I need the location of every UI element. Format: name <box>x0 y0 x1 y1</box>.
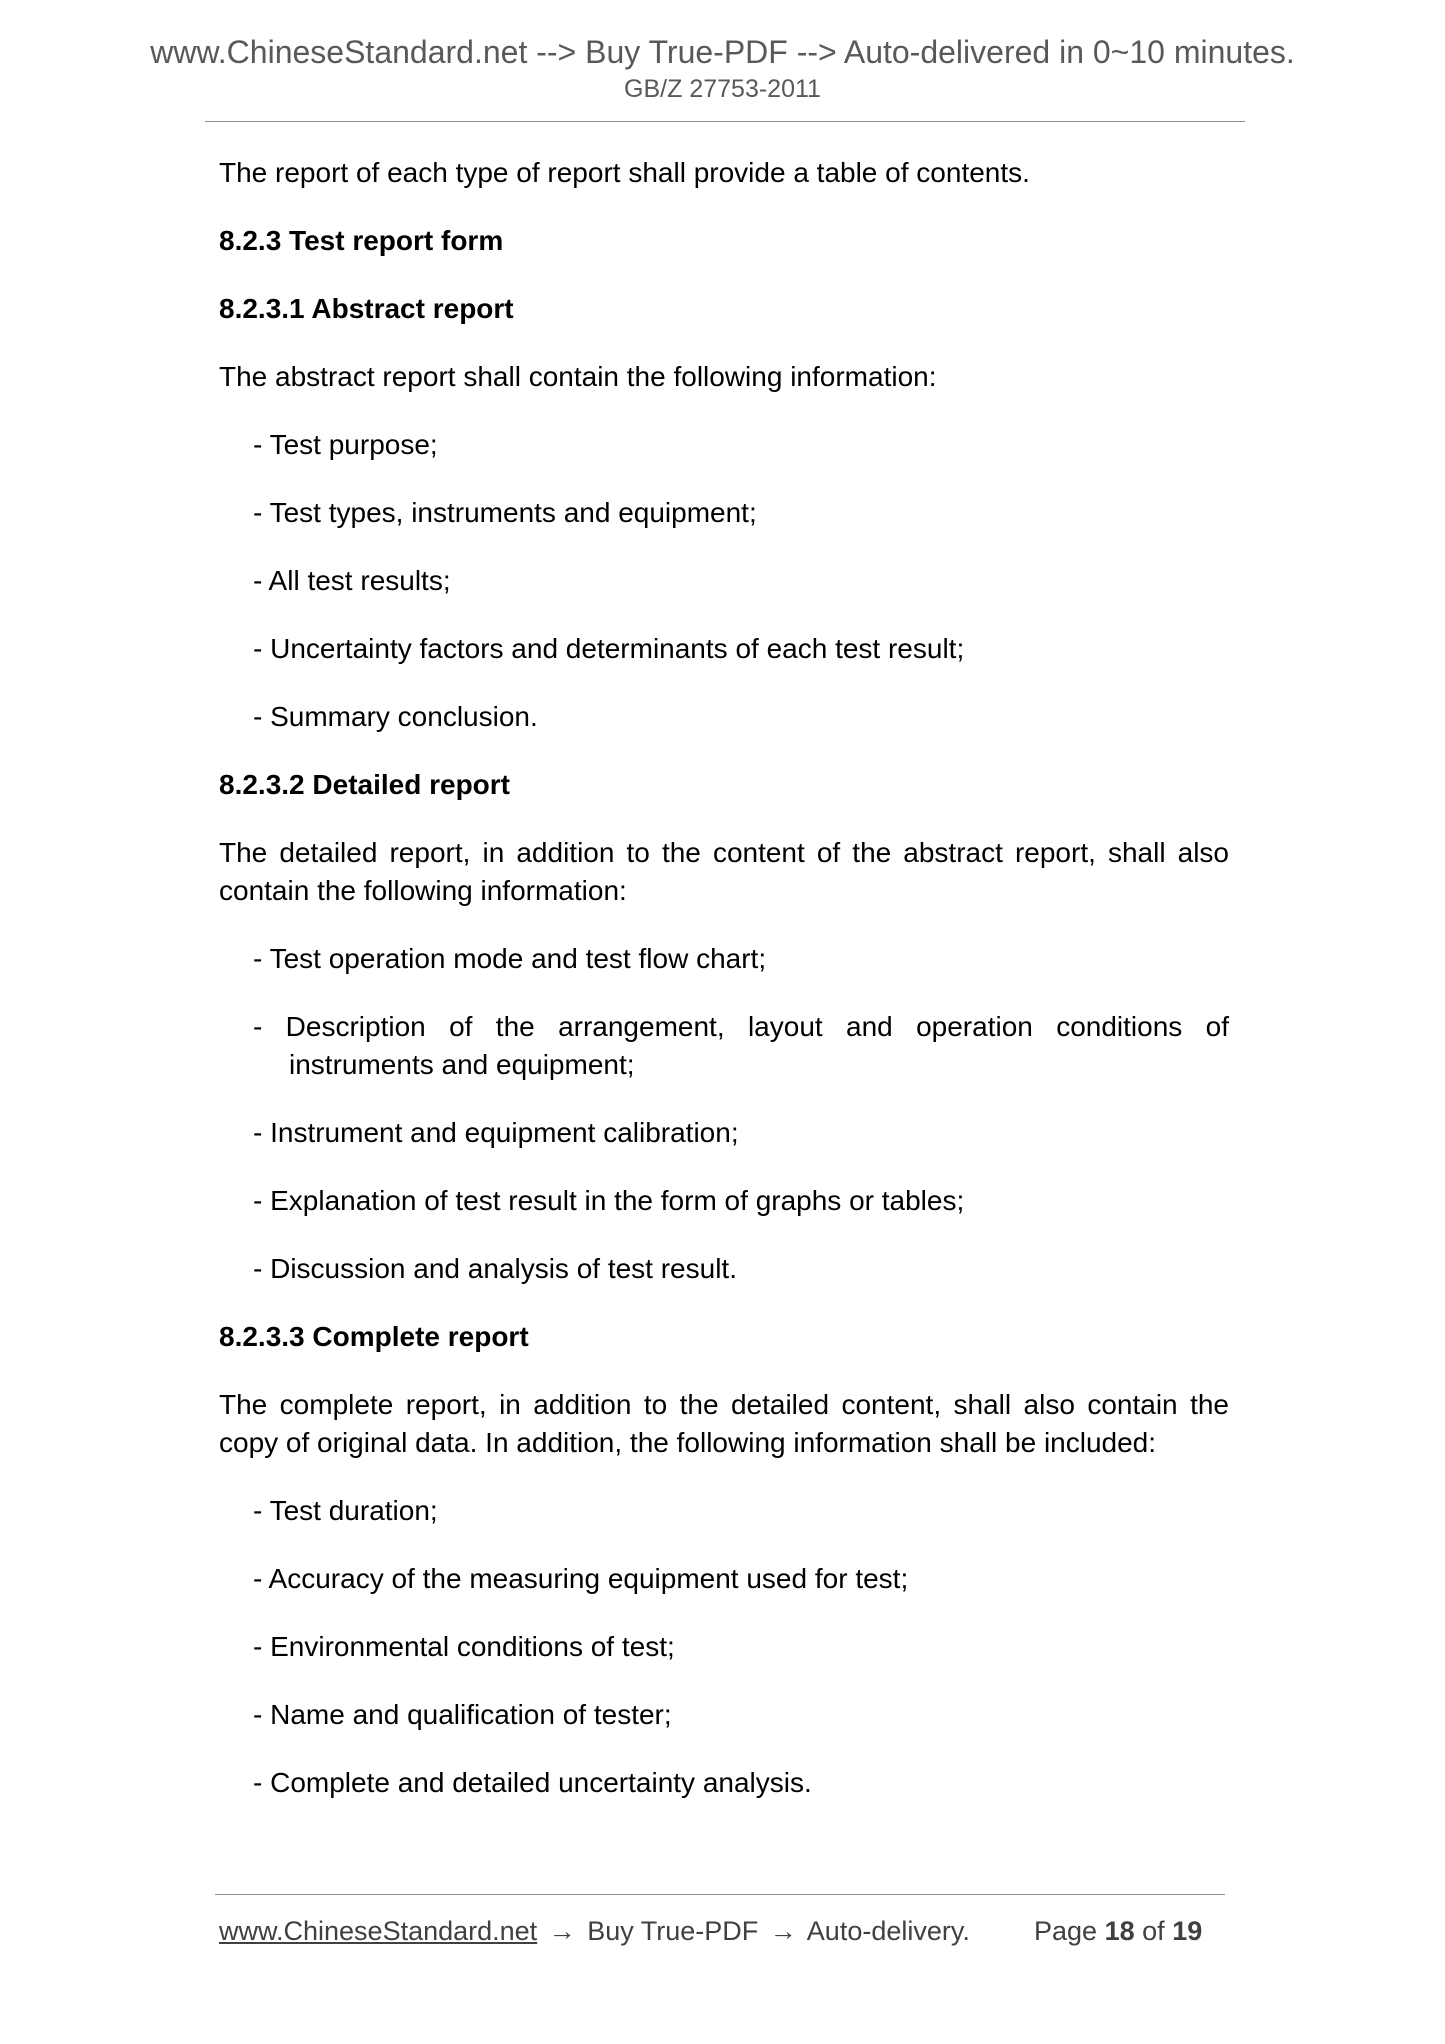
standard-id: GB/Z 27753-2011 <box>624 75 821 103</box>
buy-text: Buy True-PDF <box>587 1916 759 1946</box>
list-item: - Name and qualification of tester; <box>253 1699 672 1730</box>
header-divider <box>205 121 1245 122</box>
list-item-line: - Description of the arrangement, layout and operation conditions of <box>253 1011 1229 1042</box>
page-header <box>0 32 1445 104</box>
list-item: - Test purpose; <box>253 429 438 460</box>
list-item: - Discussion and analysis of test result. <box>253 1253 737 1284</box>
document-body <box>219 154 1229 1832</box>
page-footer <box>219 1914 1229 1948</box>
list-item: - Test duration; <box>253 1495 438 1526</box>
page-indicator <box>1034 1914 1202 1948</box>
arrow-right-icon: → <box>769 1916 797 1946</box>
complete-intro-paragraph: The complete report, in addition to the detailed content, shall also contain the copy of original data. In addition, the following information shall be included: <box>219 1389 1229 1458</box>
list-item: - Test operation mode and test flow chart; <box>253 943 767 974</box>
list-item: - Complete and detailed uncertainty analysis. <box>253 1767 812 1798</box>
detailed-intro-paragraph: The detailed report, in addition to the content of the abstract report, shall also contain the following information: <box>219 837 1229 906</box>
arrow-right-icon: → <box>548 1916 576 1946</box>
of-label: of <box>1142 1916 1165 1946</box>
section-heading-8-2-3-3: 8.2.3.3 Complete report <box>219 1321 529 1352</box>
list-item: - Instrument and equipment calibration; <box>253 1117 739 1148</box>
list-item: - Uncertainty factors and determinants of each test result; <box>253 633 965 664</box>
list-item: - Explanation of test result in the form of graphs or tables; <box>253 1185 965 1216</box>
list-item-continuation: instruments and equipment; <box>289 1049 635 1080</box>
section-heading-8-2-3: 8.2.3 Test report form <box>219 225 504 256</box>
delivery-text: Auto-delivery. <box>806 1916 970 1946</box>
section-heading-8-2-3-2: 8.2.3.2 Detailed report <box>219 769 511 800</box>
header-banner: www.ChineseStandard.net --> Buy True-PDF --> Auto-delivered in 0~10 minutes. <box>150 34 1295 70</box>
section-heading-8-2-3-1: 8.2.3.1 Abstract report <box>219 293 514 324</box>
page-current: 18 <box>1104 1916 1135 1946</box>
list-item-multiline <box>253 1008 1229 1084</box>
list-item: - Test types, instruments and equipment; <box>253 497 757 528</box>
list-item: - Environmental conditions of test; <box>253 1631 675 1662</box>
list-item: - All test results; <box>253 565 451 596</box>
list-item: - Summary conclusion. <box>253 701 538 732</box>
page-label: Page <box>1034 1916 1098 1946</box>
site-link[interactable]: www.ChineseStandard.net <box>219 1916 538 1946</box>
list-item: - Accuracy of the measuring equipment used for test; <box>253 1563 909 1594</box>
intro-paragraph: The report of each type of report shall provide a table of contents. <box>219 157 1030 188</box>
page-total: 19 <box>1172 1916 1203 1946</box>
footer-divider <box>215 1894 1225 1895</box>
abstract-intro-paragraph: The abstract report shall contain the following information: <box>219 361 937 392</box>
